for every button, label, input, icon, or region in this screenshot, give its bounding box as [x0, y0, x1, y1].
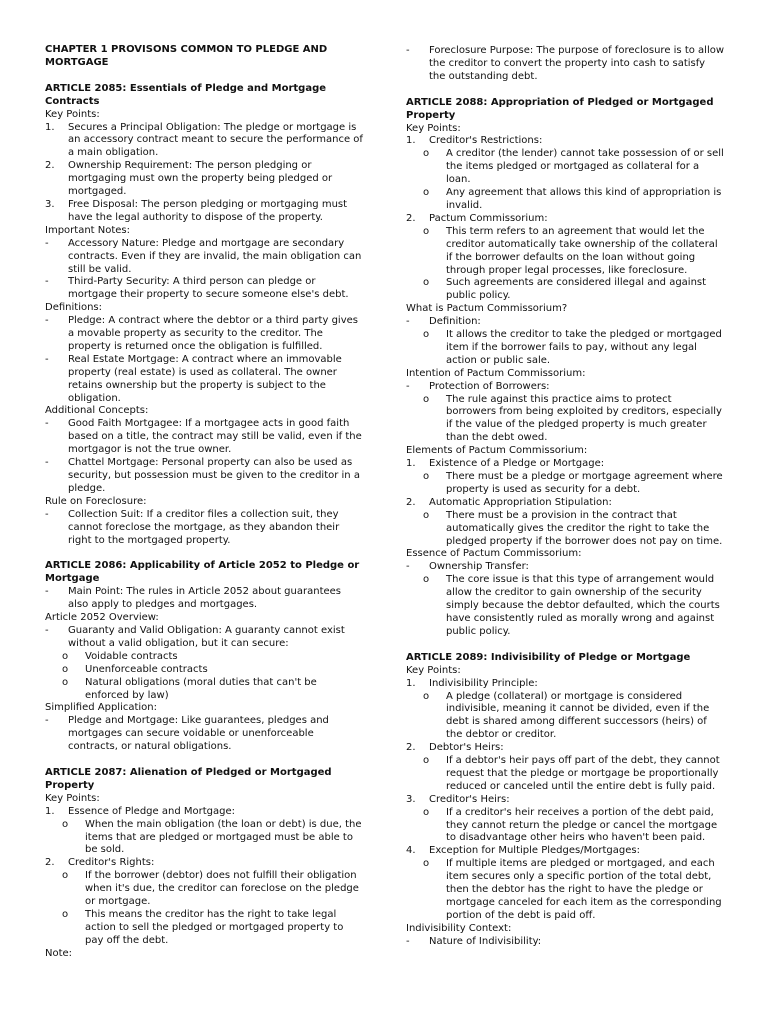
bullet-marker: o [62, 676, 69, 688]
list-marker: 2. [45, 857, 55, 869]
sub-list-item [406, 691, 724, 743]
paragraph-label: Article 2052 Overview: [45, 612, 159, 624]
list-marker: 2. [406, 212, 416, 224]
list-item [406, 936, 724, 949]
list-marker: - [406, 561, 410, 573]
paragraph-label: Key Points: [45, 792, 100, 804]
paragraph-label: Key Points: [45, 108, 100, 120]
list-item-text: Existence of a Pledge or Mortgage: [429, 458, 605, 470]
bullet-marker: o [62, 818, 69, 830]
paragraph-label: Key Points: [406, 664, 461, 676]
list-item [45, 625, 363, 651]
list-item-text: Guaranty and Valid Obligation: A guaranty cannot exist without a valid obligation, but it can secure: [68, 624, 345, 649]
section-heading: ARTICLE 2087: Alienation of Pledged or Mortgaged Property [45, 767, 332, 791]
list-marker: - [45, 586, 49, 598]
list-item-text: Secures a Principal Obligation: The pledge or mortgage is an accessory contract meant to secure the performance of a main obligation. [68, 121, 363, 159]
list-marker: 2. [406, 496, 416, 508]
bullet-marker: o [62, 650, 69, 662]
list-item [45, 418, 363, 457]
sub-list-item [406, 277, 724, 303]
sub-list-item [45, 651, 363, 664]
list-item-text: This term refers to an agreement that would let the creditor automatically take ownership of the collateral if the borrower defaults on the loan without going through proper legal processes, like foreclosure. [446, 225, 718, 276]
bullet-marker: o [423, 755, 430, 767]
list-item [45, 122, 363, 161]
list-item-text: Ownership Requirement: The person pledging or mortgaging must own the property being pledged or mortgaged. [68, 160, 333, 198]
list-item [406, 497, 724, 510]
list-marker: 4. [406, 845, 416, 857]
list-item-text: Real Estate Mortgage: A contract where an immovable property (real estate) is used as collateral. The owner retains ownership but the property is subject to the obligation. [68, 353, 342, 404]
list-item-text: Nature of Indivisibility: [429, 935, 542, 947]
list-item-text: This means the creditor has the right to take legal action to sell the pledged or mortgaged property to pay off the debt. [85, 909, 344, 946]
bullet-marker: o [423, 574, 430, 586]
list-marker: - [45, 715, 49, 727]
list-item-text: If multiple items are pledged or mortgaged, and each item secures only a specific portion of the total debt, then the debtor has the right to have the pledge or mortgage canceled for each item as the corresponding portion of the debt is paid off. [446, 858, 722, 921]
bullet-marker: o [423, 471, 430, 482]
list-item-text: If a debtor's heir pays off part of the debt, they cannot request that the pledge or mortgage be proportionally reduced or canceled until the entire debt is fully paid. [446, 755, 720, 792]
sub-list-item [406, 807, 724, 846]
list-item-text: Accessory Nature: Pledge and mortgage are secondary contracts. Even if they are invalid, the main obligation can still be valid. [68, 237, 362, 275]
list-item-text: Definition: [429, 316, 481, 328]
list-item-text: Protection of Borrowers: [429, 380, 550, 392]
paragraph-label: Additional Concepts: [45, 405, 149, 417]
list-marker: - [45, 624, 49, 636]
bullet-marker: o [423, 277, 430, 289]
paragraph-label: Important Notes: [45, 224, 131, 236]
sub-list-item [45, 870, 363, 909]
paragraph-label: Key Points: [406, 122, 461, 134]
list-item-text: Creditor's Restrictions: [429, 135, 543, 147]
sub-list-item [45, 664, 363, 677]
sub-list-item [406, 226, 724, 278]
bullet-marker: o [423, 187, 430, 199]
list-item-text: Ownership Transfer: [429, 561, 529, 573]
section-gap [406, 84, 724, 97]
bullet-marker: o [62, 909, 69, 920]
section-gap [45, 754, 363, 767]
paragraph-label: Note: [45, 947, 73, 959]
section-gap [406, 639, 724, 652]
list-item-text: When the main obligation (the loan or debt) is due, the items that are pledged or mortgaged must be able to be sold. [85, 818, 362, 856]
list-marker: 1. [406, 458, 416, 470]
paragraph-label: Intention of Pactum Commissorium: [406, 367, 586, 379]
list-item-text: Good Faith Mortgagee: If a mortgagee acts in good faith based on a title, the contract may still be valid, even if the mortgagor is not the true owner. [68, 418, 362, 456]
list-item [406, 561, 724, 574]
list-item-text: A pledge (collateral) or mortgage is considered indivisible, meaning it cannot be divided, even if the debt is shared among different successors (heirs) of the debtor or creditor. [446, 690, 710, 741]
list-item-text: Third-Party Security: A third person can pledge or mortgage their property to secure someone else's debt. [68, 276, 349, 301]
list-item [406, 742, 724, 755]
section-heading: CHAPTER 1 PROVISONS COMMON TO PLEDGE AND MORTGAGE [45, 44, 328, 68]
list-item-text: Free Disposal: The person pledging or mortgaging must have the legal authority to dispose of the property. [68, 198, 348, 223]
list-marker: 1. [45, 805, 55, 817]
paragraph-label: Rule on Foreclosure: [45, 495, 147, 507]
sub-list-item [45, 909, 363, 948]
list-item [45, 160, 363, 199]
bullet-marker: o [423, 393, 430, 405]
list-item-text: Natural obligations (moral duties that can't be enforced by law) [85, 676, 317, 701]
list-marker: - [406, 45, 410, 56]
list-item [406, 213, 724, 226]
list-marker: 1. [45, 121, 55, 133]
list-item-text: Voidable contracts [85, 650, 178, 662]
sub-list-item [45, 677, 363, 703]
sub-list-item [406, 471, 724, 497]
list-item-text: Pledge and Mortgage: Like guarantees, pledges and mortgages can secure voidable or unenforceable contracts, or natural obligations. [68, 715, 329, 753]
sub-list-item [406, 574, 724, 639]
list-item-text: Exception for Multiple Pledges/Mortgages: [429, 845, 640, 857]
section-gap [45, 547, 363, 560]
list-item-text: Creditor's Heirs: [429, 793, 510, 805]
list-item [45, 715, 363, 754]
list-item [45, 857, 363, 870]
list-item-text: If the borrower (debtor) does not fulfill their obligation when it's due, the creditor can foreclose on the pledge or mortgage. [85, 870, 359, 908]
paragraph-label: What is Pactum Commissorium? [406, 303, 568, 315]
sub-list-item [406, 510, 724, 549]
list-item [406, 45, 724, 84]
list-marker: - [45, 457, 49, 469]
list-marker: 2. [45, 160, 55, 172]
list-item [45, 509, 363, 548]
list-item-text: Pactum Commissorium: [429, 212, 548, 224]
section-heading: ARTICLE 2088: Appropriation of Pledged or Mortgaged Property [406, 96, 714, 121]
list-marker: 2. [406, 742, 416, 754]
bullet-marker: o [423, 329, 430, 341]
list-marker: 3. [45, 198, 55, 210]
list-marker: 1. [406, 135, 416, 147]
bullet-marker: o [62, 663, 69, 675]
list-item [45, 238, 363, 277]
list-item [406, 458, 724, 471]
list-item-text: There must be a provision in the contract that automatically gives the creditor the right to take the pledged property if the borrower does not pay on time. [446, 509, 723, 547]
list-item-text: Creditor's Rights: [68, 857, 155, 869]
list-item [406, 135, 724, 148]
list-item [45, 586, 363, 612]
list-item-text: Such agreements are considered illegal and against public policy. [446, 277, 707, 302]
sub-list-item [406, 148, 724, 187]
right-column [406, 45, 724, 949]
list-marker: - [45, 315, 49, 327]
bullet-marker: o [423, 509, 430, 521]
sub-list-item [45, 819, 363, 858]
list-item-text: Foreclosure Purpose: The purpose of foreclosure is to allow the creditor to convert the property into cash to satisfy the outstanding debt. [429, 45, 725, 82]
section-gap [45, 70, 363, 83]
list-marker: - [45, 508, 49, 520]
list-item-text: The core issue is that this type of arrangement would allow the creditor to gain ownership of the security simply because the debtor defaulted, which the courts have consistently ruled as morally wrong and against public policy. [446, 574, 720, 637]
bullet-marker: o [62, 870, 69, 882]
list-item [45, 315, 363, 354]
paragraph-label: Simplified Application: [45, 702, 157, 714]
sub-list-item [406, 858, 724, 923]
list-marker: - [406, 380, 410, 392]
list-item-text: A creditor (the lender) cannot take possession of or sell the items pledged or mortgaged as collateral for a loan. [446, 148, 724, 186]
list-item-text: Pledge: A contract where the debtor or a third party gives a movable property as security to the creditor. The property is returned once the obligation is fulfilled. [68, 315, 358, 352]
bullet-marker: o [423, 806, 430, 818]
list-item [406, 794, 724, 807]
list-marker: - [406, 935, 410, 947]
sub-list-item [406, 755, 724, 794]
list-marker: - [45, 418, 49, 430]
list-item [45, 806, 363, 819]
sub-list-item [406, 394, 724, 446]
list-marker: - [45, 276, 49, 288]
paragraph-label: Indivisibility Context: [406, 922, 512, 934]
list-item [45, 354, 363, 406]
list-item-text: Main Point: The rules in Article 2052 about guarantees also apply to pledges and mortgages. [68, 586, 342, 611]
left-column [45, 44, 363, 961]
paragraph-label: Essence of Pactum Commissorium: [406, 548, 582, 560]
list-marker: 1. [406, 677, 416, 689]
list-item [45, 199, 363, 225]
list-item [45, 457, 363, 496]
list-item-text: The rule against this practice aims to protect borrowers from being exploited by creditors, especially if the value of the pledged property is much greater than the debt owed. [446, 393, 722, 444]
bullet-marker: o [423, 225, 430, 237]
bullet-marker: o [423, 858, 430, 870]
bullet-marker: o [423, 690, 430, 702]
list-marker: - [406, 316, 410, 328]
list-marker: - [45, 237, 49, 249]
list-item-text: There must be a pledge or mortgage agreement where property is used as security for a debt. [446, 471, 723, 495]
list-item [406, 316, 724, 329]
list-item-text: Chattel Mortgage: Personal property can also be used as security, but possession must be given to the creditor in a pledge. [68, 457, 360, 494]
paragraph-label: Elements of Pactum Commissorium: [406, 445, 588, 457]
bullet-marker: o [423, 148, 430, 160]
list-item-text: If a creditor's heir receives a portion of the debt paid, they cannot return the pledge or cancel the mortgage to disadvantage other heirs who haven't been paid. [446, 806, 718, 844]
list-item-text: Any agreement that allows this kind of appropriation is invalid. [446, 187, 722, 211]
sub-list-item [406, 187, 724, 213]
list-item [406, 678, 724, 691]
list-marker: 3. [406, 793, 416, 805]
section-heading: ARTICLE 2085: Essentials of Pledge and Mortgage Contracts [45, 82, 327, 107]
section-heading: ARTICLE 2086: Applicability of Article 2052 to Pledge or Mortgage [45, 560, 360, 585]
list-item [406, 381, 724, 394]
list-item-text: Indivisibility Principle: [429, 677, 538, 689]
list-item-text: Automatic Appropriation Stipulation: [429, 496, 612, 508]
paragraph-label: Definitions: [45, 302, 103, 314]
list-item-text: Essence of Pledge and Mortgage: [68, 805, 235, 817]
section-heading: ARTICLE 2089: Indivisibility of Pledge or Mortgage [406, 651, 691, 663]
list-item-text: It allows the creditor to take the pledged or mortgaged item if the borrower fails to pay, without any legal action or public sale. [446, 329, 722, 366]
list-item [45, 276, 363, 302]
list-item-text: Unenforceable contracts [85, 663, 208, 675]
list-item [406, 845, 724, 858]
sub-list-item [406, 329, 724, 368]
list-item-text: Debtor's Heirs: [429, 742, 504, 754]
list-item-text: Collection Suit: If a creditor files a collection suit, they cannot foreclose the mortgage, as they abandon their right to the mortgaged property. [68, 508, 340, 546]
list-marker: - [45, 353, 49, 365]
